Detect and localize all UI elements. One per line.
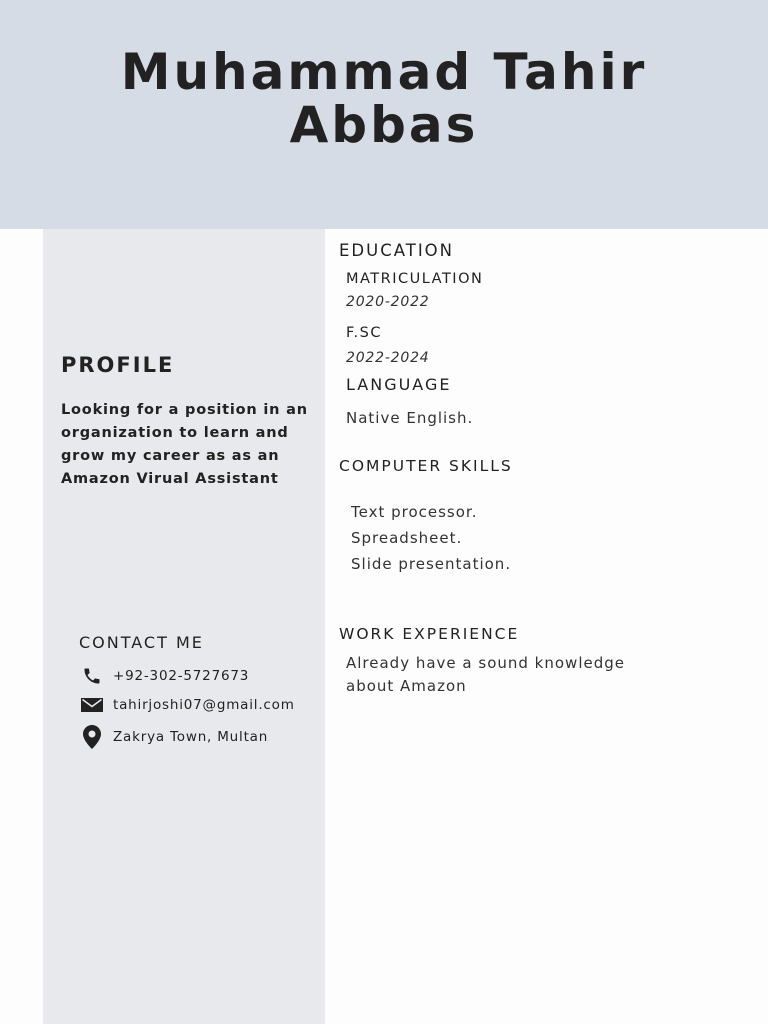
profile-summary	[61, 399, 323, 491]
profile-line: Amazon Virual Assistant	[61, 471, 279, 487]
work-line: Already have a sound knowledge	[346, 654, 625, 672]
name-line-2: Abbas	[289, 96, 479, 154]
computer-skills-list	[351, 499, 511, 577]
list-item: Text processor.	[351, 503, 478, 521]
page-title	[0, 43, 768, 154]
list-item: Slide presentation.	[351, 555, 512, 573]
education-dates: 2020-2022	[346, 294, 430, 310]
work-experience-heading: WORK EXPERIENCE	[339, 625, 520, 643]
mail-icon	[80, 693, 104, 717]
contact-heading: CONTACT ME	[79, 633, 204, 652]
language-heading: LANGUAGE	[346, 375, 452, 394]
list-item: Spreadsheet.	[351, 529, 463, 547]
phone-icon	[80, 664, 104, 688]
profile-line: grow my career as as an	[61, 448, 280, 464]
contact-address	[80, 724, 268, 750]
name-line-1: Muhammad Tahir	[120, 43, 648, 101]
computer-skills-heading: COMPUTER SKILLS	[339, 457, 513, 475]
education-heading: EDUCATION	[339, 241, 455, 260]
phone-number: +92-302-5727673	[113, 668, 250, 684]
education-dates: 2022-2024	[346, 350, 430, 366]
profile-heading: PROFILE	[61, 353, 175, 377]
work-experience-text	[346, 652, 625, 698]
education-degree: F.SC	[346, 325, 382, 341]
contact-email	[80, 692, 295, 718]
contact-phone	[80, 663, 249, 689]
sidebar-panel	[43, 229, 325, 1024]
education-degree: MATRICULATION	[346, 271, 484, 287]
email-address: tahirjoshi07@gmail.com	[113, 697, 295, 713]
profile-line: organization to learn and	[61, 425, 289, 441]
header-banner	[0, 0, 768, 229]
work-line: about Amazon	[346, 677, 467, 695]
location-pin-icon	[80, 725, 104, 749]
address-text: Zakrya Town, Multan	[113, 729, 269, 745]
profile-line: Looking for a position in an	[61, 402, 308, 418]
language-text: Native English.	[346, 409, 474, 427]
